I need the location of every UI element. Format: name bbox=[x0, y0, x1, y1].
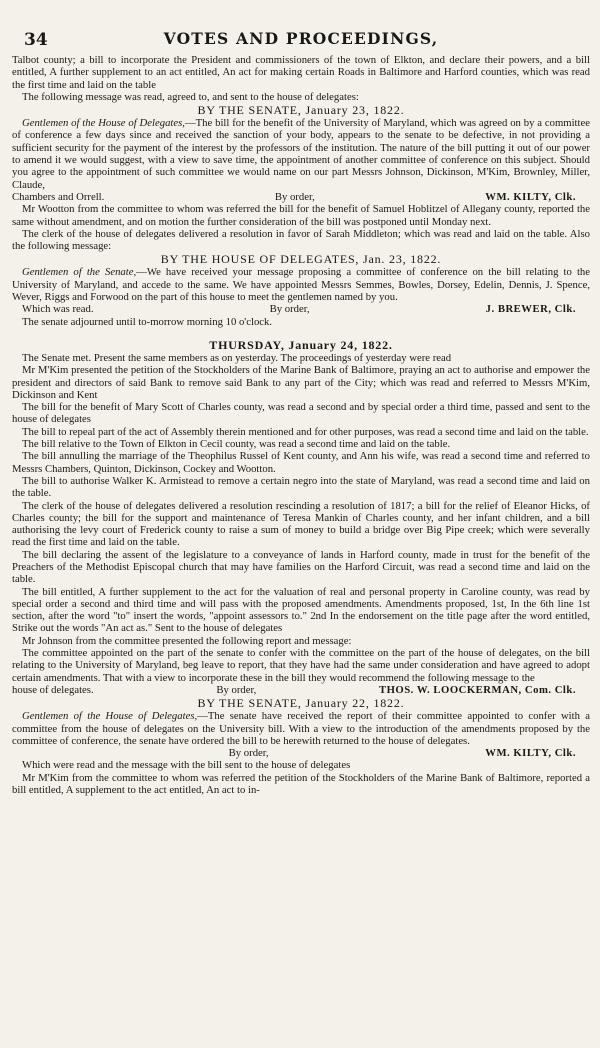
document-body bbox=[12, 54, 590, 796]
signature-line bbox=[12, 303, 590, 315]
signature-name: WM. KILTY, Clk. bbox=[485, 747, 576, 760]
signature-left: Which was read. bbox=[22, 303, 94, 316]
signature-line bbox=[12, 191, 590, 203]
signature-left: Chambers and Orrell. bbox=[12, 190, 105, 203]
paragraph: The committee appointed on the part of the senate to confer with the committee on the part of the house of delegates, on the bill relating to the University of Maryland, beg leave to report, that they have had the same under consideration and have agreed to adopt certain amendments. That with a view to incorporate these in the bill they would recommend the following message to the bbox=[12, 647, 590, 684]
signature-left: house of delegates. bbox=[12, 683, 94, 696]
running-head: VOTES AND PROCEEDINGS, bbox=[163, 29, 439, 48]
section-heading: BY THE SENATE, January 23, 1822. bbox=[197, 103, 405, 118]
salutation: Gentlemen of the House of Delegates, bbox=[22, 117, 185, 130]
signature-by-order: By order, bbox=[274, 190, 315, 203]
signature-name: J. BREWER, Clk. bbox=[485, 303, 576, 316]
page-number: 34 bbox=[24, 30, 48, 50]
paragraph: The bill entitled, A further supplement to the act for the valuation of real and personal property in Caroline county, was read by special order a second and third time and will pass with the proposed amendments. Amendments proposed, 1st, In the 6th line 1st section, after the word "to" insert the words, "appoint assessors to." 2nd In the endorsement on the title page after the word entitled, Strike out the words "An act as." Sent to the house of delegates bbox=[12, 585, 590, 635]
paragraph: Mr M'Kim from the committee to whom was referred the petition of the Stockholders of the Marine Bank of Baltimore, reported a bill entitled, A supplement to the act entitled, An act to in- bbox=[12, 771, 590, 797]
paragraph: The bill relative to the Town of Elkton in Cecil county, was read a second time and laid on the table. bbox=[22, 438, 451, 451]
paragraph: The bill declaring the assent of the legislature to a conveyance of lands in Harford county, made in trust for the benefit of the Preachers of the Methodist Episcopal church that may have families on the Harford Circuit, was read a second time and laid on the table. bbox=[12, 548, 590, 586]
paragraph: The clerk of the house of delegates delivered a resolution rescinding a resolution of 1817; a bill for the relief of Eleanor Hicks, of Charles county; the bill for the support and maintenance of Teresa Mankin of Charles county, and her infant children, and a bill authorising the levy court of Frederick county to raise a sum of money to build a bridge over Big Pipe creek; which were severally read the first time and laid on the table. bbox=[12, 499, 590, 549]
paragraph: Mr Johnson from the committee presented the following report and message: bbox=[22, 634, 352, 647]
signature-line bbox=[12, 747, 590, 759]
section-heading: BY THE HOUSE OF DELEGATES, Jan. 23, 1822. bbox=[160, 252, 442, 267]
message-text: —The bill for the benefit of the University of Maryland, which was agreed on by a committee of conference a few days since and received the sanction of your body, appears to the senate to be defective, in not providing a sufficient security for the payment of the interest by the professors of the institution. The nature of the bill putting it out of our power to amend it we would suggest, with a view to save time, the appointment of another committee of conference on this subject. Should you agree to the appointment of such committee we would name on our part Messrs Johnson, Dickinson, M'Kim, Brownley, Miller, Claude, bbox=[12, 117, 590, 191]
signature-by-order: By order, bbox=[228, 747, 269, 760]
paragraph: Mr Wootton from the committee to whom was referred the bill for the benefit of Samuel Hoblitzel of Allegany county, reported the same without amendment, and on motion the further consideration of the bill was postponed until Monday next. bbox=[12, 203, 590, 228]
paragraph: Talbot county; a bill to incorporate the President and commissioners of the town of Elkton, and declare their powers, and a bill entitled, A further supplement to an act entitled, An act for making certain Roads in Baltimore and Harford counties, which was read the first time and laid on the table bbox=[12, 54, 590, 91]
signature-name: WM. KILTY, Clk. bbox=[485, 190, 576, 203]
signature-by-order: By order, bbox=[216, 683, 257, 696]
signature-by-order: By order, bbox=[269, 303, 310, 316]
paragraph: The Senate met. Present the same members as on yesterday. The proceedings of yesterday were read bbox=[22, 351, 452, 364]
message-text: —The senate have received the report of their committee appointed to confer with a committee from the house of delegates on the University bill. With a view to the introduction of the amendments proposed by the committee of conference, the senate have ordered the bill to be herewith returned to the house of delegates. bbox=[12, 710, 590, 747]
paragraph: The bill annulling the marriage of the Theophilus Russel of Kent county, and Ann his wife, was read a second time and referred to Messrs Chambers, Quinton, Dickinson, Cockey and Wootton. bbox=[12, 450, 590, 475]
signature-line bbox=[12, 684, 590, 696]
paragraph: The bill to repeal part of the act of Assembly therein mentioned and for other purposes, was read a second time and laid on the table. bbox=[22, 425, 589, 438]
signature-name: THOS. W. LOOCKERMAN, Com. Clk. bbox=[378, 683, 576, 696]
section-heading: BY THE SENATE, January 22, 1822. bbox=[197, 696, 405, 711]
message-paragraph bbox=[12, 710, 590, 747]
salutation: Gentlemen of the House of Delegates, bbox=[22, 710, 198, 723]
paragraph: The clerk of the house of delegates delivered a resolution in favor of Sarah Middleton; which was read and laid on the table. Also the following message: bbox=[12, 227, 590, 253]
salutation: Gentlemen of the Senate, bbox=[22, 266, 137, 279]
paragraph: The bill to authorise Walker K. Armistead to remove a certain negro into the state of Maryland, was read a second time and laid on the table. bbox=[12, 474, 590, 500]
paragraph: Which were read and the message with the bill sent to the house of delegates bbox=[22, 759, 351, 772]
paragraph: The following message was read, agreed to, and sent to the house of delegates: bbox=[22, 90, 359, 103]
paragraph: Mr M'Kim presented the petition of the Stockholders of the Marine Bank of Baltimore, praying an act to authorise and empower the president and directors of said Bank to remove said Bank to any part of the City; which was read and referred to Messrs M'Kim, Dickinson and Kent bbox=[12, 364, 590, 401]
message-text: —We have received your message proposing a committee of conference on the bill relating to the University of Maryland, and accede to the same. We have appointed Messrs Semmes, Bowles, Dorsey, Edelin, Dennis, J. Spence, Wever, Riggs and Forwood on the part of this house to meet the gentlemen named by you. bbox=[12, 266, 590, 304]
message-paragraph bbox=[12, 266, 590, 303]
day-heading: THURSDAY, January 24, 1822. bbox=[209, 337, 393, 352]
paragraph: The senate adjourned until to-morrow morning 10 o'clock. bbox=[22, 315, 273, 328]
paragraph: The bill for the benefit of Mary Scott of Charles county, was read a second and by special order a third time, passed and sent to the house of delegates bbox=[12, 401, 590, 426]
message-paragraph bbox=[12, 117, 590, 191]
